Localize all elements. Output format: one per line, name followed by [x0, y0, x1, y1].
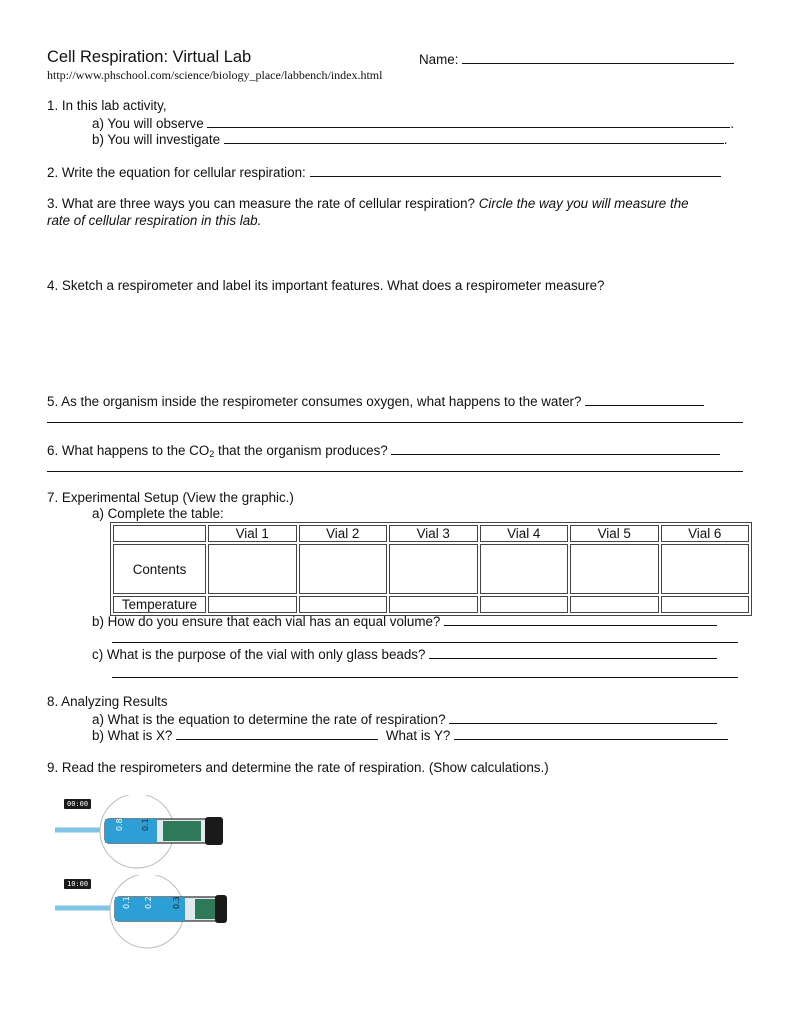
q7b-answer-rule[interactable] [112, 642, 738, 643]
q7c-answer-rule[interactable] [112, 677, 738, 678]
q7b-blank[interactable] [444, 613, 717, 626]
temperature-label: Temperature [113, 596, 206, 613]
q7c-line [92, 646, 717, 662]
q8a-line [92, 711, 717, 727]
q2-line [47, 164, 721, 180]
q9-text: 9. Read the respirometers and determine the rate of respiration. (Show calculations.) [47, 760, 549, 775]
contents-cell[interactable] [208, 544, 297, 594]
svg-text:0.8: 0.8 [115, 818, 124, 831]
vial-table [110, 522, 752, 616]
contents-label: Contents [113, 544, 206, 594]
q8b-y-label: What is Y? [385, 728, 451, 743]
q1b-blank[interactable] [224, 131, 724, 144]
q6-text-pre: 6. What happens to the CO [47, 443, 210, 458]
contents-cell[interactable] [299, 544, 388, 594]
temperature-cell[interactable] [299, 596, 388, 613]
vial-header: Vial 6 [661, 525, 750, 542]
temperature-cell[interactable] [570, 596, 659, 613]
contents-cell[interactable] [570, 544, 659, 594]
q1b-period: . [723, 132, 728, 147]
page-title: Cell Respiration: Virtual Lab [47, 48, 252, 66]
q3-italic-1: Circle the way you will measure the [478, 196, 689, 211]
contents-cell[interactable] [389, 544, 478, 594]
q7c-text: c) What is the purpose of the vial with only glass beads? [92, 647, 426, 662]
q3-text: 3. What are three ways you can measure the rate of cellular respiration? [47, 196, 475, 211]
q2-text: 2. Write the equation for cellular respiration: [47, 165, 306, 180]
vial-header: Vial 1 [208, 525, 297, 542]
respirometer-graphic [55, 875, 230, 950]
q6-answer-rule[interactable] [47, 471, 743, 472]
q6-blank[interactable] [391, 442, 720, 455]
q1b-line [92, 131, 728, 147]
timer-label: 10:00 [64, 879, 91, 889]
q1-text: 1. In this lab activity, [47, 98, 167, 113]
q5-blank[interactable] [585, 393, 704, 406]
name-blank[interactable] [462, 51, 734, 64]
respirometer-image-1 [55, 795, 230, 870]
q1a-blank[interactable] [207, 115, 730, 128]
q8b-x-blank[interactable] [176, 727, 378, 740]
temperature-cell[interactable] [208, 596, 297, 613]
source-url: http://www.phschool.com/science/biology_place/labbench/index.html [47, 68, 383, 82]
temperature-cell[interactable] [480, 596, 569, 613]
svg-text:0.2: 0.2 [144, 896, 153, 909]
vial-header: Vial 4 [480, 525, 569, 542]
respirometer-image-2 [55, 875, 230, 950]
svg-text:0.1: 0.1 [122, 896, 131, 909]
q7b-text: b) How do you ensure that each vial has an equal volume? [92, 614, 441, 629]
q5-line [47, 393, 704, 409]
vial-table-temperature-row [113, 596, 749, 613]
q7c-blank[interactable] [429, 646, 717, 659]
q7-text: 7. Experimental Setup (View the graphic.) [47, 490, 294, 505]
q8b-x-label: b) What is X? [92, 728, 173, 743]
vial-header: Vial 2 [299, 525, 388, 542]
name-field[interactable] [419, 51, 734, 67]
q6-text-post: that the organism produces? [214, 443, 388, 458]
vial-table-corner [113, 525, 206, 542]
q6-line [47, 442, 720, 459]
q8b-y-blank[interactable] [454, 727, 728, 740]
temperature-cell[interactable] [389, 596, 478, 613]
q1a-line [92, 115, 734, 131]
q7b-line [92, 613, 717, 629]
q7a-text: a) Complete the table: [92, 506, 224, 521]
q4-text: 4. Sketch a respirometer and label its important features. What does a respirometer measure? [47, 278, 605, 293]
contents-cell[interactable] [480, 544, 569, 594]
vial-header: Vial 3 [389, 525, 478, 542]
timer-label: 00:00 [64, 799, 91, 809]
q1a-label: a) You will observe [92, 116, 204, 131]
contents-cell[interactable] [661, 544, 750, 594]
vial-table-contents-row [113, 544, 749, 594]
q3-italic-2: rate of cellular respiration in this lab. [47, 213, 262, 228]
q8-text: 8. Analyzing Results [47, 694, 168, 709]
q8b-line [92, 727, 728, 743]
name-label: Name: [419, 52, 459, 67]
q3-line1 [47, 196, 689, 211]
respirometer-graphic [55, 795, 230, 870]
q6-subscript: 2 [209, 449, 215, 459]
q1a-period: . [730, 116, 735, 131]
q5-answer-rule[interactable] [47, 422, 743, 423]
svg-text:0.1: 0.1 [141, 818, 150, 831]
q8a-blank[interactable] [449, 711, 717, 724]
q2-blank[interactable] [310, 164, 721, 177]
vial-table-header-row [113, 525, 749, 542]
vial-header: Vial 5 [570, 525, 659, 542]
svg-text:0.3: 0.3 [172, 896, 181, 909]
temperature-cell[interactable] [661, 596, 750, 613]
q5-text: 5. As the organism inside the respirometer consumes oxygen, what happens to the water? [47, 394, 582, 409]
q8a-text: a) What is the equation to determine the rate of respiration? [92, 712, 446, 727]
q1b-label: b) You will investigate [92, 132, 221, 147]
